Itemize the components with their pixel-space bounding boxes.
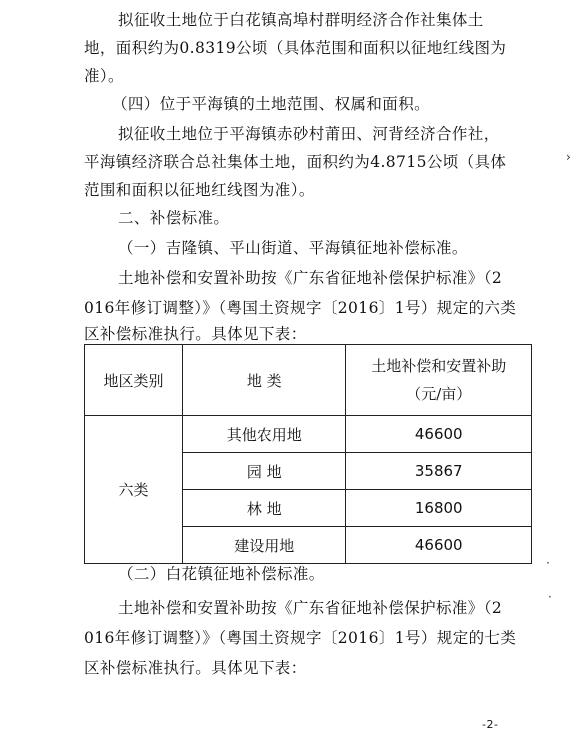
table-header-row [85, 345, 532, 416]
amount-cell: 16800 [346, 490, 532, 527]
region-cell: 六类 [85, 416, 183, 564]
header-compensation-title: 土地补偿和安置补助 [371, 357, 507, 375]
land-type-cell: 建设用地 [183, 527, 346, 564]
paragraph-line: 土地补偿和安置补助按《广东省征地补偿保护标准》（2 [118, 269, 503, 287]
land-type-cell: 林 地 [183, 490, 346, 527]
header-land-type: 地 类 [183, 345, 346, 416]
paragraph-line: 平海镇经济联合总社集体土地，面积约为4.8715公顷（具体 [84, 153, 507, 171]
paragraph-line: 区补偿标准执行。具体见下表： [84, 325, 307, 343]
subsection-heading: （一）吉隆镇、平山街道、平海镇征地补偿标准。 [118, 239, 468, 257]
header-region-type: 地区类别 [85, 345, 183, 416]
paragraph-line: 准）。 [84, 67, 124, 85]
scan-mark: › [566, 150, 571, 164]
amount-cell: 35867 [346, 453, 532, 490]
page-number: -2- [482, 718, 499, 731]
land-type-cell: 园 地 [183, 453, 346, 490]
paragraph-line: 土地补偿和安置补助按《广东省征地补偿保护标准》（2 [118, 599, 503, 617]
header-compensation-unit: （元/亩） [406, 385, 472, 403]
land-type-cell: 其他农用地 [183, 416, 346, 453]
header-compensation [346, 345, 532, 416]
scan-mark: · [546, 556, 550, 570]
paragraph-line: 区补偿标准执行。具体见下表： [84, 659, 307, 677]
amount-cell: 46600 [346, 416, 532, 453]
section-heading: （四）位于平海镇的土地范围、权属和面积。 [112, 95, 431, 113]
paragraph-line: 地，面积约为0.8319公顷（具体范围和面积以征地红线图为 [84, 39, 507, 57]
paragraph-line: 范围和面积以征地红线图为准）。 [84, 181, 315, 199]
paragraph-line: 拟征收土地位于白花镇高埠村群明经济合作社集体土 [118, 11, 484, 29]
table-row [85, 416, 532, 453]
section-heading: 二、补偿标准。 [118, 209, 230, 227]
amount-cell: 46600 [346, 527, 532, 564]
compensation-table [84, 344, 532, 564]
paragraph-line: 016年修订调整）》（粤国土资规字〔2016〕1号）规定的六类 [84, 299, 517, 317]
subsection-heading: （二）白花镇征地补偿标准。 [118, 565, 325, 583]
paragraph-line: 拟征收土地位于平海镇赤砂村莆田、河背经济合作社， [118, 125, 500, 143]
scan-mark: · [548, 590, 552, 604]
paragraph-line: 016年修订调整）》（粤国土资规字〔2016〕1号）规定的七类 [84, 629, 517, 647]
